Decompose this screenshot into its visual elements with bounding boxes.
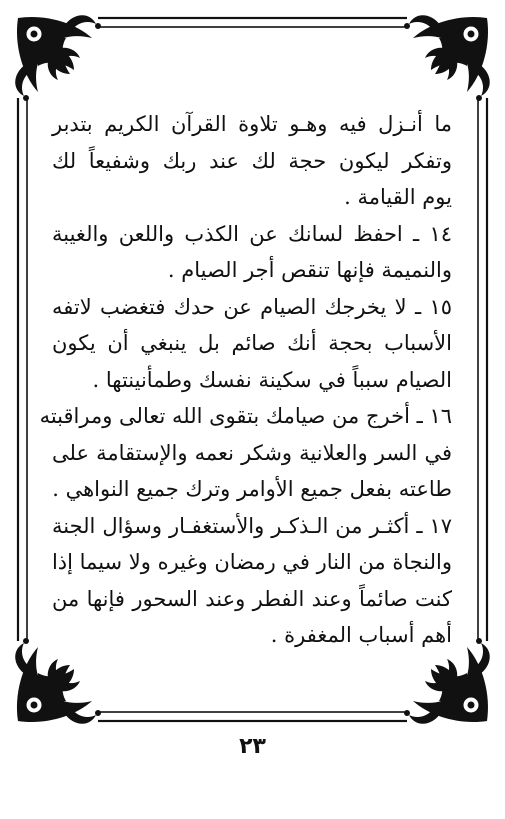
text-line: والنميمة فإنها تنقص أجر الصيام . xyxy=(167,258,452,282)
text-line: أهم أسباب المغفرة . xyxy=(270,623,452,647)
text-line: ١٥ ـ لا يخرجك الصيام عن حدك فتغضب لاتفه xyxy=(52,294,452,319)
text-line: ١٦ ـ أخرج من صيامك بتقوى الله تعالى ومراقبته xyxy=(39,404,452,428)
text-line: ما أنـزل فيه وهـو تلاوة القرآن الكريم بتدبر xyxy=(52,112,452,136)
text-line: ١٤ ـ احفظ لسانك عن الكذب واللعن والغيبة xyxy=(52,221,452,246)
text-line: كنت صائماً وعند الفطر وعند السحور فإنها من xyxy=(52,586,452,611)
text-line: الأسباب بحجة أنك صائم بل ينبغي أن يكون xyxy=(52,331,452,355)
page-number: ٢٣ xyxy=(239,734,266,759)
text-line: في السر والعلانية وشكر نعمه والإستقامة على xyxy=(52,440,452,465)
text-line: الصيام سبباً في سكينة نفسك وطمأنينتها . xyxy=(92,367,452,392)
text-line: يوم القيامة . xyxy=(344,185,452,209)
text-line: وتفكر ليكون حجة لك عند ربك وشفيعاً لك xyxy=(52,148,452,173)
page-body-text xyxy=(39,106,452,654)
text-line: طاعته بفعل جميع الأوامر وترك جميع النواهي . xyxy=(52,477,452,501)
text-line: والنجاة من النار في رمضان وغيره ولا سيما إذا xyxy=(51,550,452,574)
text-line: ١٧ ـ أكثـر من الـذكـر والأستغفـار وسؤال الجنة xyxy=(52,513,452,538)
